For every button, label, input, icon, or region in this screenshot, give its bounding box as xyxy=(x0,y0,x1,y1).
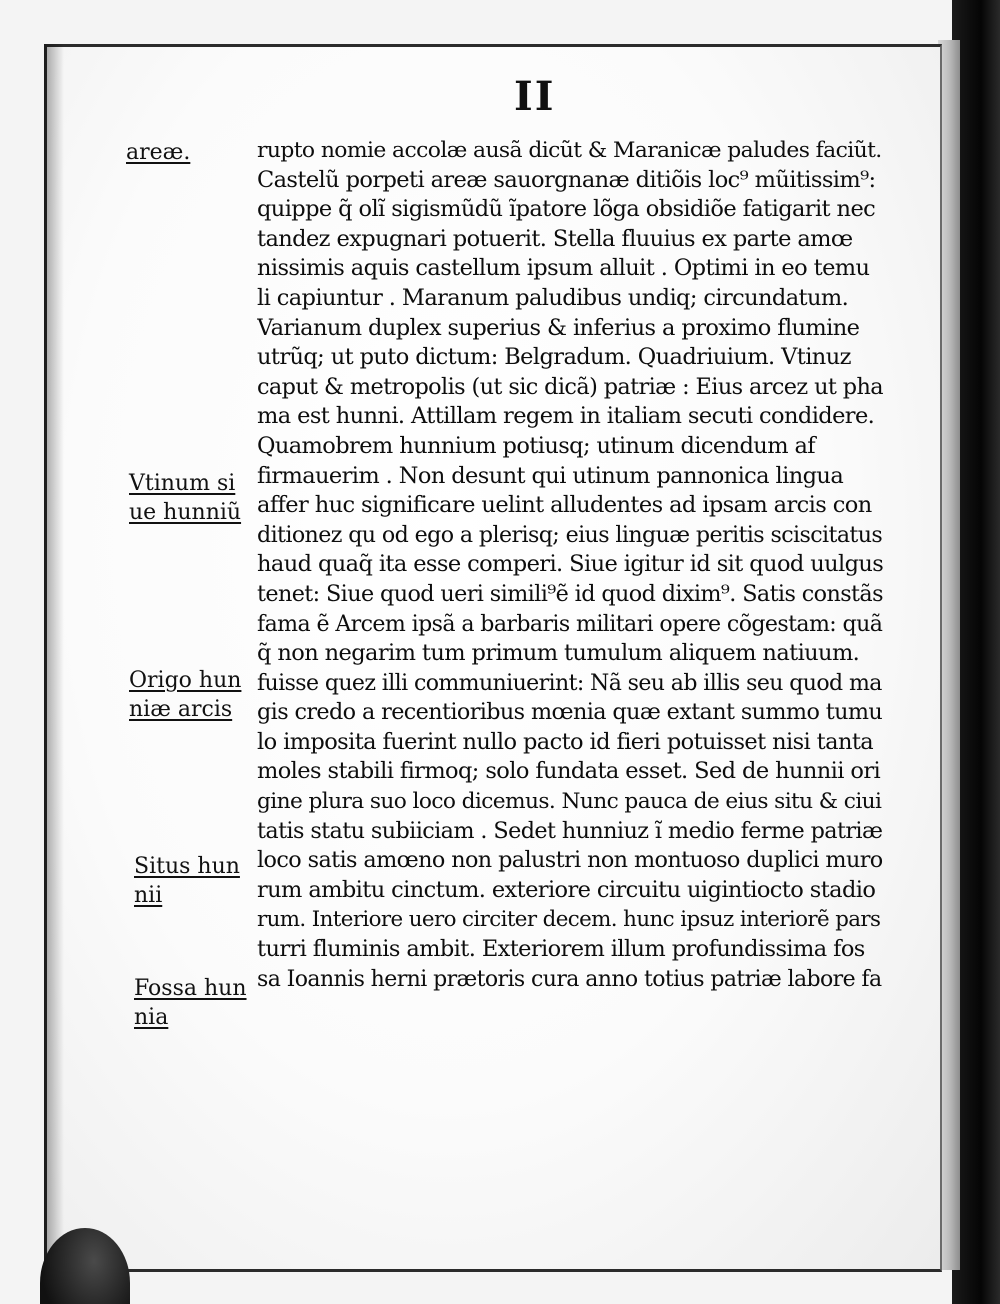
marginal-note-line: areæ. xyxy=(126,140,191,165)
text-line: affer huc significare uelint alludentes ad ipsam arcis con xyxy=(257,492,872,519)
marginal-note-origo xyxy=(129,666,241,724)
marginal-note-line: Fossa hun xyxy=(134,976,247,1001)
text-line: Castelũ porpeti areæ sauorgnanæ ditiõis loc⁹ mũitissim⁹: xyxy=(257,166,876,193)
text-line: quippe q̃ olĩ sigismũdũ ĩpatore lõga obsidiõe fatigarit nec xyxy=(257,196,876,223)
text-line: haud quaq̃ ita esse comperi. Siue igitur id sit quod uulgus xyxy=(257,551,884,578)
marginal-note-situs xyxy=(134,852,240,910)
text-line: sa Ioannis herni prætoris cura anno totius patriæ labore fa xyxy=(257,966,882,992)
text-line: ma est hunni. Attillam regem in italiam secuti condidere. xyxy=(257,403,875,430)
text-line: tandez expugnari potuerit. Stella fluuius ex parte amœ xyxy=(257,225,853,252)
text-line: caput & metropolis (ut sic dicã) patriæ : Eius arcez ut pha xyxy=(257,373,884,400)
text-line: fuisse quez illi communiuerint: Nã seu ab illis seu quod ma xyxy=(257,670,882,696)
marginal-note-line: Situs hun xyxy=(134,854,240,879)
text-line: rum. Interiore uero circiter decem. hunc ipsuz interiorẽ pars xyxy=(257,907,881,933)
marginal-note-line: Vtinum si xyxy=(129,471,236,496)
text-line: Quamobrem hunnium potiusq; utinum dicendum af xyxy=(257,432,816,459)
text-line: ditionez qu od ego a plerisq; eius linguæ peritis sciscitatus xyxy=(257,521,883,548)
text-line: firmauerim . Non desunt qui utinum pannonica lingua xyxy=(257,462,844,489)
gutter-shadow xyxy=(44,44,64,1272)
text-line: q̃ non negarim tum primum tumulum aliquem natiuum. xyxy=(257,640,860,667)
text-line: gis credo a recentioribus mœnia quæ extant summo tumu xyxy=(257,699,883,726)
text-line: utrũq; ut puto dictum: Belgradum. Quadriuium. Vtinuz xyxy=(257,344,851,371)
marginal-note-line: niæ arcis xyxy=(129,697,233,722)
marginal-note-line: ue hunniũ xyxy=(129,500,242,525)
marginal-note-fossa xyxy=(134,974,247,1032)
text-line: nissimis aquis castellum ipsum alluit . Optimi in eo temu xyxy=(257,255,870,282)
text-line: turri fluminis ambit. Exteriorem illum profundissima fos xyxy=(257,936,865,963)
folio-mark: II xyxy=(514,73,556,120)
text-line: tatis statu subiiciam . Sedet hunniuz ĩ medio ferme patriæ xyxy=(257,817,883,844)
text-line: li capiuntur . Maranum paludibus undiq; circundatum. xyxy=(257,284,849,311)
marginal-note-line: Origo hun xyxy=(129,668,242,693)
marginal-note-line: nii xyxy=(134,883,163,908)
marginal-note-utinum xyxy=(129,469,241,527)
main-text-block xyxy=(257,136,887,994)
text-line: loco satis amœno non palustri non montuoso duplici muro xyxy=(257,847,883,874)
text-line: moles stabili firmoq; solo fundata esset. Sed de hunnii ori xyxy=(257,758,881,785)
text-line: rum ambitu cinctum. exteriore circuitu uigintiocto stadio xyxy=(257,876,876,903)
text-line: fama ẽ Arcem ipsã a barbaris militari opere cõgestam: quã xyxy=(257,611,883,637)
text-line: tenet: Siue quod ueri simili⁹ẽ id quod dixim⁹. Satis constãs xyxy=(257,580,883,607)
text-line: lo imposita fuerint nullo pacto id fieri potuisset nisi tanta xyxy=(257,728,874,755)
text-line: Varianum duplex superius & inferius a proximo flumine xyxy=(257,314,860,341)
text-line: gine plura suo loco dicemus. Nunc pauca de eius situ & ciui xyxy=(257,789,882,815)
text-line: rupto nomie accolæ ausã dicũt & Maranicæ paludes faciũt. xyxy=(257,138,882,163)
marginal-note-areae xyxy=(126,138,190,167)
marginal-note-line: nia xyxy=(134,1005,169,1030)
